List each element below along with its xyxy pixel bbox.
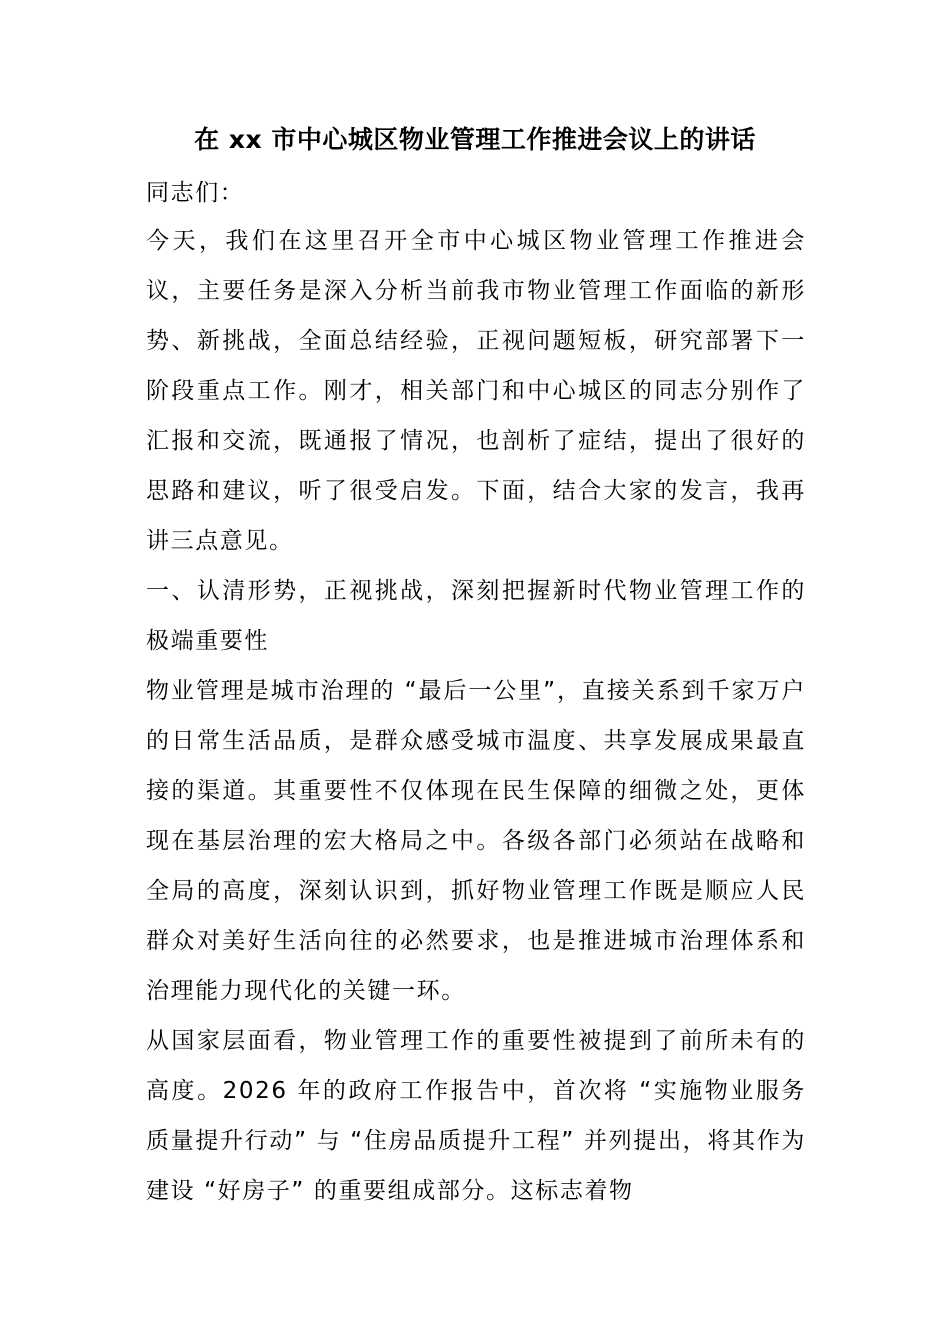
paragraph-importance: 物业管理是城市治理的 “最后一公里”，直接关系到千家万户的日常生活品质，是群众感受城市温度、共享发展成果最直接的渠道。其重要性不仅体现在民生保障的细微之处，更体现在基层治理的宏大格局之中。各级各部门必须站在战略和全局的高度，深刻认识到，抓好物业管理工作既是顺应人民群众对美好生活向往的必然要求，也是推进城市治理体系和治理能力现代化的关键一环。	[146, 678, 806, 1004]
document-body	[146, 168, 806, 1216]
document-title: 在 xx 市中心城区物业管理工作推进会议上的讲话	[194, 125, 756, 154]
paragraph-opening: 今天，我们在这里召开全市中心城区物业管理工作推进会议，主要任务是深入分析当前我市物业管理工作面临的新形势、新挑战，全面总结经验，正视问题短板，研究部署下一阶段重点工作。刚才，相关部门和中心城区的同志分别作了汇报和交流，既通报了情况，也剖析了症结，提出了很好的思路和建议，听了很受启发。下面，结合大家的发言，我再讲三点意见。	[146, 228, 806, 554]
salutation: 同志们：	[146, 180, 245, 206]
paragraph-national-level: 从国家层面看，物业管理工作的重要性被提到了前所未有的高度。2026 年的政府工作报告中，首次将 “实施物业服务质量提升行动” 与 “住房品质提升工程” 并列提出，将其作为建设 “好房子” 的重要组成部分。这标志着物	[146, 1028, 806, 1204]
section-heading-1: 一、认清形势，正视挑战，深刻把握新时代物业管理工作的极端重要性	[146, 578, 806, 654]
